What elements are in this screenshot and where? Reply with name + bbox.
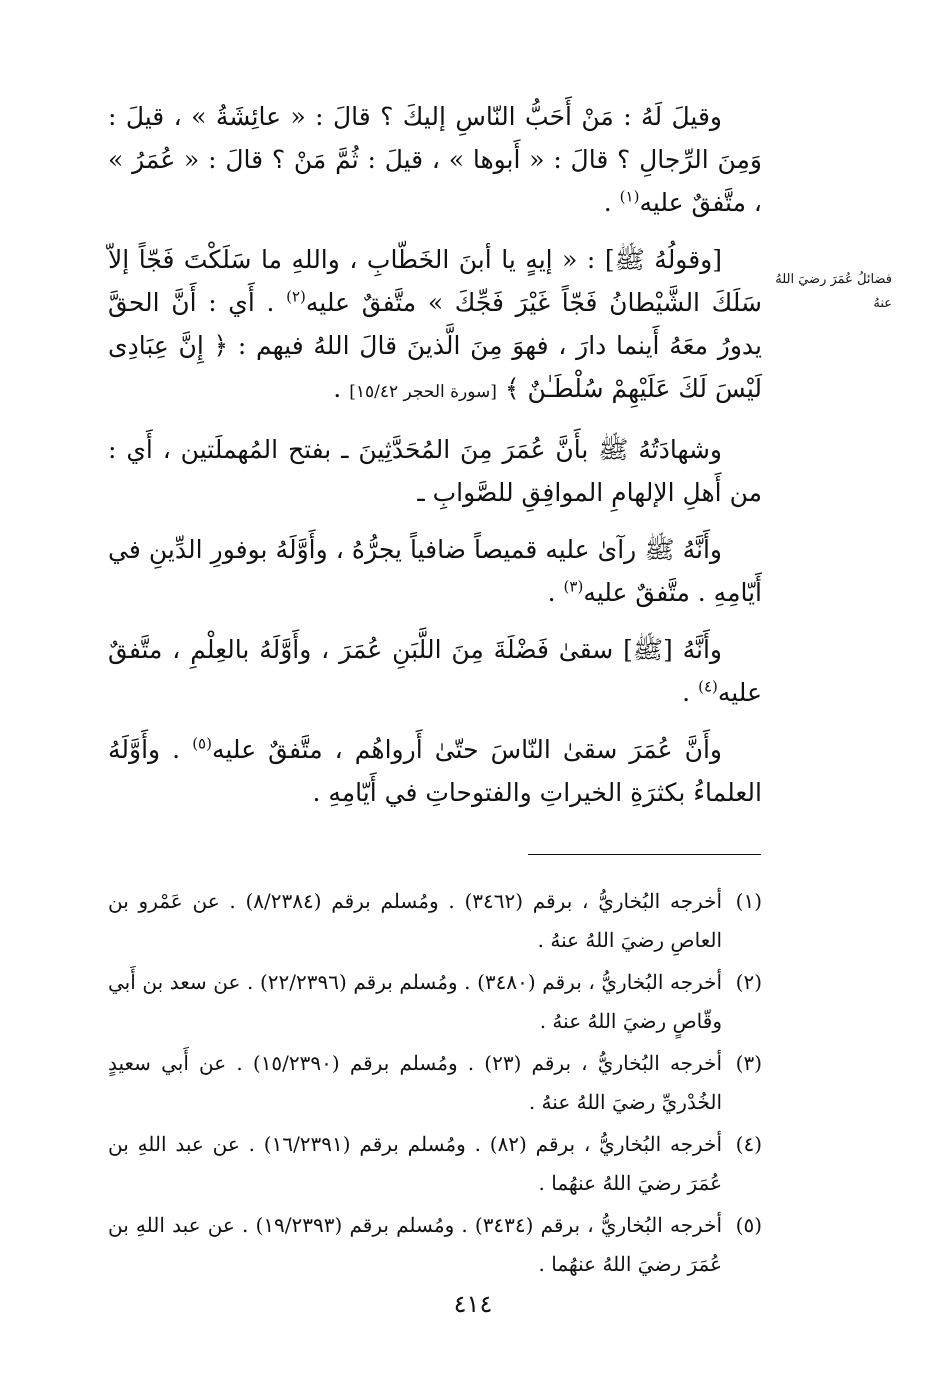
footnote-text: أخرجه البُخاريُّ ، برقم (٣٤٣٤) . ومُسلم برقم (١٩/٢٣٩٣) . عن عبد اللهِ بن عُمَرَ رضيَ اللهُ عنهُما . [108,1213,723,1276]
footnote-number: (٥) [735,1213,762,1237]
footnote-marker-2: (٢) [286,287,306,306]
paragraph-4-text: وأَنَّهُ ﷺ رآىٰ عليه قميصاً ضافياً يجرُّهُ ، وأَوَّلَهُ بوفورِ الدِّينِ في أَيّامِهِ . متَّفقٌ عليه [108,535,762,607]
footnote-3 [108,1044,762,1122]
paragraph-2-end: . [333,374,350,403]
footnote-number: (٢) [735,970,762,994]
footnote-text: أخرجه البُخاريُّ ، برقم (٣٤٦٢) . ومُسلم برقم (٨/٢٣٨٤) . عن عَمْرو بن العاصِ رضيَ اللهُ عنهُ . [108,889,723,952]
paragraph-2-middle: . أَي : أَنَّ الحقَّ يدورُ معَهُ أَينما دارَ ، فهوَ مِنَ الَّذينَ قالَ اللهُ فيهم : ﴿ إِنَّ عِبَادِى لَيْسَ لَكَ عَلَيْهِمْ سُلْطَـٰنٌ ﴾ [108,288,762,403]
footnote-marker-3: (٣) [563,577,584,596]
margin-note: فضائلُ عُمَرَ رضيَ اللهُ عنهُ [775,272,892,311]
paragraph-2-text: [وقولُهُ ﷺ] : « إيهٍ يا أبنَ الخَطّابِ ، واللهِ ما سَلَكْتَ فَجّاً إلاّ سَلَكَ الشَّيْطانُ فَجّاً غَيْرَ فَجِّكَ » متَّفقٌ عليه [108,245,762,317]
quran-reference: [سورة الحجر ١٥/٤٢] [349,382,497,402]
footnote-number: (١) [735,889,762,913]
paragraph-5-end: . [682,678,699,707]
paragraph-6-end: . وأَوَّلَهُ العلماءُ بكثرَةِ الخيراتِ والفتوحاتِ في أَيّامِهِ . [108,735,762,807]
paragraph-5 [108,628,762,714]
footnote-divider [528,854,761,855]
paragraph-1 [108,95,762,224]
paragraph-2 [108,238,762,414]
footnote-number: (٤) [735,1132,762,1156]
footnote-4 [108,1125,762,1203]
footnote-text: أخرجه البُخاريُّ ، برقم (٨٢) . ومُسلم برقم (١٦/٢٣٩١) . عن عبد اللهِ بن عُمَرَ رضيَ اللهُ عنهُما . [108,1132,723,1195]
footnote-1 [108,882,762,960]
footnote-marker-1: (١) [619,187,640,206]
page-number: ٤١٤ [453,1290,493,1318]
paragraph-1-end: . [603,188,620,217]
footnotes [108,882,762,1287]
paragraph-1-text: وقيلَ لَهُ : مَنْ أَحَبُّ النّاسِ إليكَ ؟ قالَ : « عائِشَةُ » ، قيلَ : وَمِنَ الرِّجالِ ؟ قالَ : « أَبوها » ، قيلَ : ثُمَّ مَنْ ؟ قالَ : « عُمَرُ » ، متَّفقٌ عليه [108,102,762,217]
footnote-text: أخرجه البُخاريُّ ، برقم (٢٣) . ومُسلم برقم (١٥/٢٣٩٠) . عن أَبي سعيدٍ الخُدْريِّ رضيَ اللهُ عنهُ . [108,1051,722,1114]
paragraph-3 [108,428,762,514]
paragraph-3-text: وشهادَتُهُ ﷺ بأَنَّ عُمَرَ مِنَ المُحَدَّثِينَ ـ بفتح المُهملَتين ، أَي : من أَهلِ الإلهامِ الموافِقِ للصَّوابِ ـ [108,435,762,507]
paragraph-4 [108,528,762,614]
footnote-number: (٣) [735,1051,762,1075]
paragraph-6-text: وأَنَّ عُمَرَ سقىٰ النّاسَ حتّىٰ أَرواهُم ، متَّفقٌ عليه [211,735,723,764]
footnote-5 [108,1206,762,1284]
paragraph-4-end: . [547,578,564,607]
footnote-text: أخرجه البُخاريُّ ، برقم (٣٤٨٠) . ومُسلم برقم (٢٢/٢٣٩٦) . عن سعد بن أَبي وقّاصٍ رضيَ اللهُ عنهُ . [108,970,723,1033]
main-text [108,95,762,828]
paragraph-6 [108,728,762,814]
paragraph-5-text: وأَنَّهُ [ﷺ] سقىٰ فَضْلَةَ مِنَ اللَّبَنِ عُمَرَ ، وأَوَّلَهُ بالعِلْمِ ، متَّفقٌ عليه [108,635,762,707]
footnote-marker-4: (٤) [698,677,718,696]
footnote-marker-5: (٥) [192,734,212,753]
footnote-2 [108,963,762,1041]
